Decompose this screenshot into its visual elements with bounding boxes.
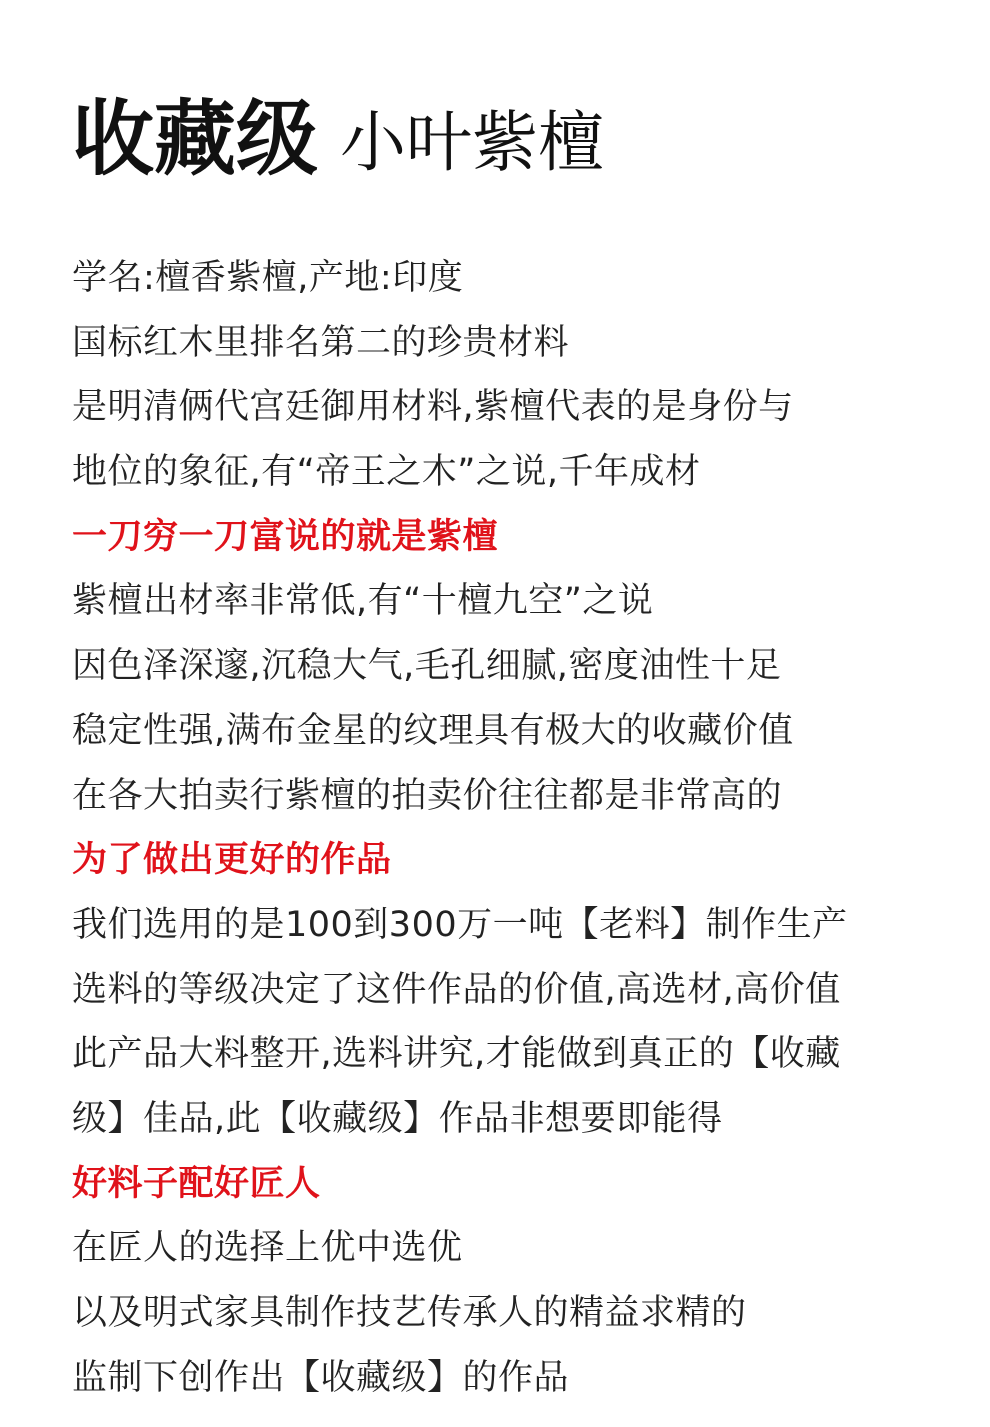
text-line: 因色泽深邃,沉稳大气,毛孔细腻,密度油性十足	[72, 646, 782, 687]
text-line: 紫檀出材率非常低,有“十檀九空”之说	[72, 581, 654, 622]
text-line: 监制下创作出【收藏级】的作品	[72, 1357, 570, 1398]
text-line: 地位的象征,有“帝王之木”之说,千年成材	[72, 452, 701, 493]
highlight-line: 好料子配好匠人	[72, 1163, 321, 1204]
page-title	[72, 92, 604, 188]
highlight-line: 一刀穷一刀富说的就是紫檀	[72, 516, 499, 557]
title-main: 收藏级	[72, 92, 319, 187]
text-line: 是明清俩代宫廷御用材料,紫檀代表的是身份与	[72, 387, 794, 428]
text-line: 我们选用的是100到300万一吨【老料】制作生产	[72, 904, 848, 945]
text-line: 选料的等级决定了这件作品的价值,高选材,高价值	[72, 969, 841, 1010]
text-line: 学名:檀香紫檀,产地:印度	[72, 258, 464, 298]
text-line: 级】佳品,此【收藏级】作品非想要即能得	[72, 1098, 723, 1139]
text-line: 在匠人的选择上优中选优	[72, 1228, 463, 1269]
highlight-line: 为了做出更好的作品	[72, 840, 392, 881]
description-lines	[72, 246, 952, 1410]
text-line: 稳定性强,满布金星的纹理具有极大的收藏价值	[72, 710, 794, 751]
text-line: 以及明式家具制作技艺传承人的精益求精的	[72, 1293, 747, 1333]
title-sub: 小叶紫檀	[340, 104, 605, 181]
text-line: 此产品大料整开,选料讲究,才能做到真正的【收藏	[72, 1034, 841, 1075]
text-line: 国标红木里排名第二的珍贵材料	[72, 322, 570, 363]
text-line: 在各大拍卖行紫檀的拍卖价往往都是非常高的	[72, 775, 783, 816]
